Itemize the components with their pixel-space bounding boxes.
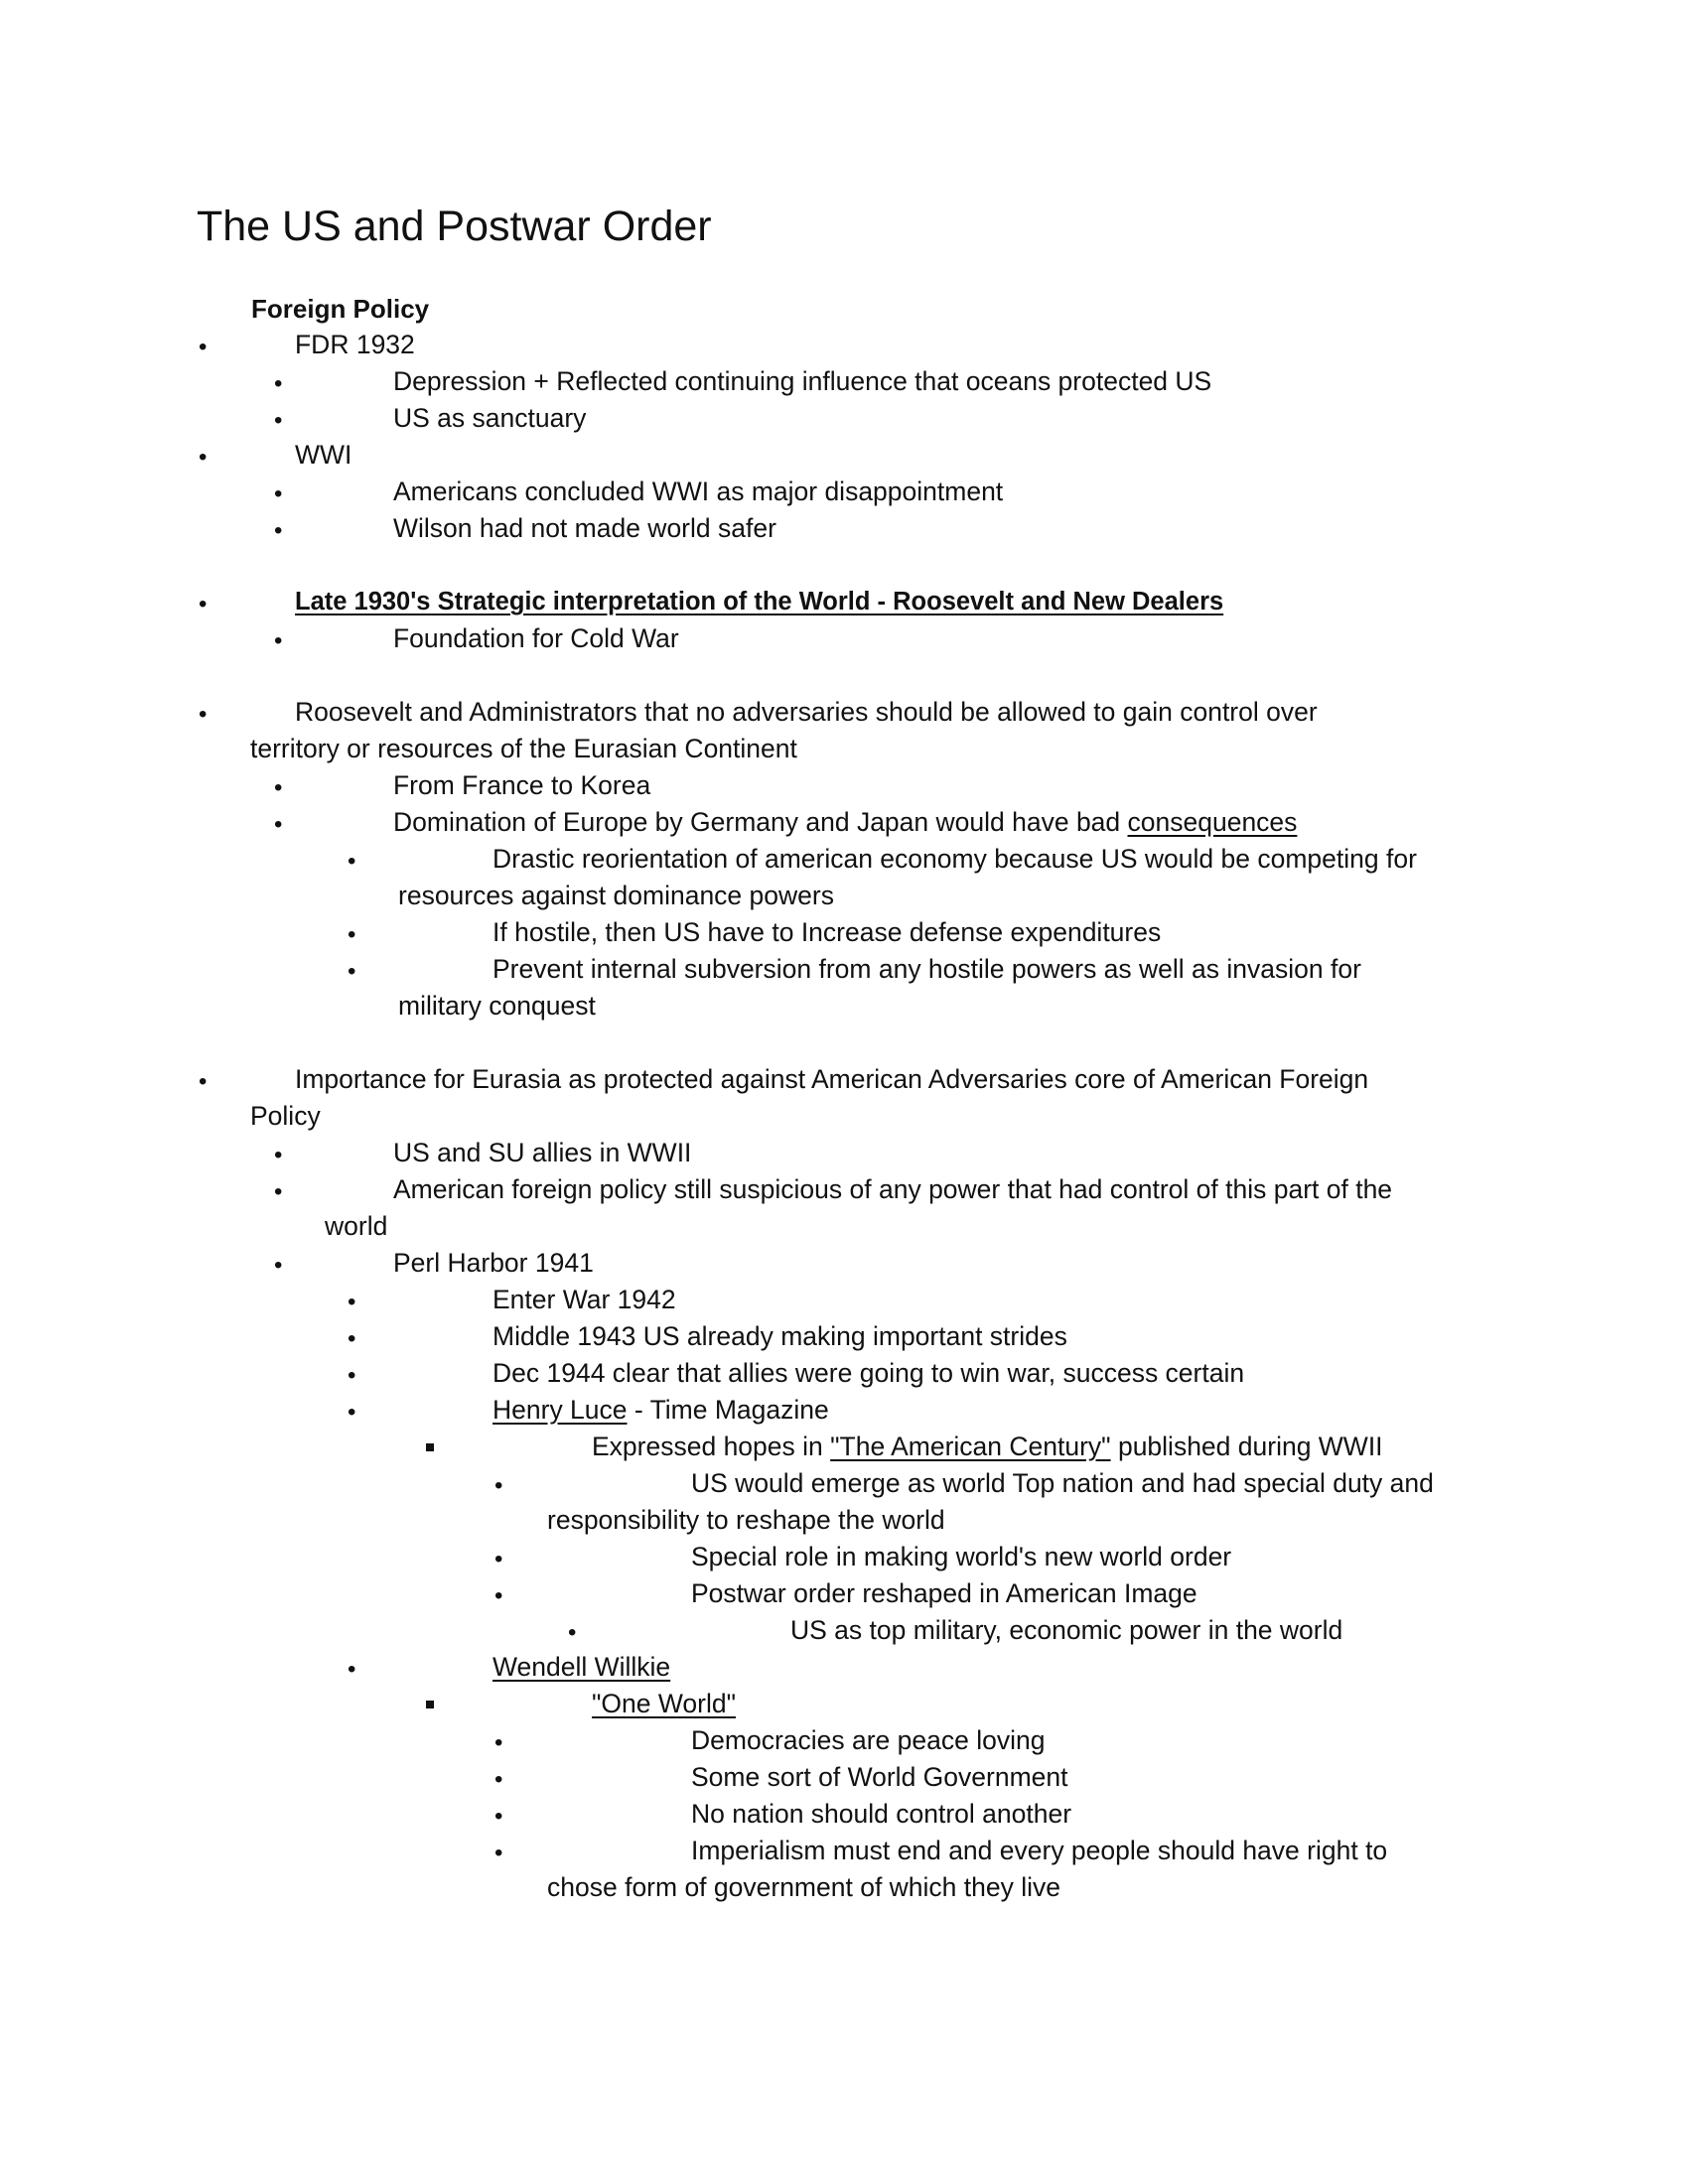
bullet-icon: • bbox=[274, 407, 283, 434]
list-item: WWI bbox=[295, 440, 352, 470]
bullet-icon: • bbox=[348, 1656, 356, 1683]
bullet-icon: • bbox=[274, 1252, 283, 1279]
square-bullet-icon bbox=[426, 1701, 434, 1708]
bullet-icon: • bbox=[199, 591, 208, 617]
list-item: US would emerge as world Top nation and had special duty and bbox=[691, 1468, 1434, 1498]
list-item bbox=[393, 804, 1297, 841]
list-item bbox=[492, 1392, 829, 1429]
list-item: American foreign policy still suspicious of any power that had control of this part of the bbox=[393, 1174, 1393, 1204]
bullet-icon: • bbox=[274, 370, 283, 397]
list-item: Americans concluded WWI as major disappointment bbox=[393, 477, 1004, 506]
list-item: If hostile, then US have to Increase defense expenditures bbox=[492, 917, 1162, 947]
bullet-icon: • bbox=[199, 1068, 208, 1095]
list-item: US and SU allies in WWII bbox=[393, 1138, 692, 1167]
bullet-icon: • bbox=[274, 811, 283, 838]
list-item: Foundation for Cold War bbox=[393, 623, 679, 653]
list-item-text: Domination of Europe by Germany and Japan would have bad bbox=[393, 807, 1128, 837]
list-item-continuation: military conquest bbox=[398, 991, 596, 1021]
list-item: Late 1930's Strategic interpretation of the World - Roosevelt and New Dealers bbox=[295, 588, 1224, 615]
bullet-icon: • bbox=[494, 1582, 503, 1609]
bullet-icon: • bbox=[274, 517, 283, 544]
list-item: Depression + Reflected continuing influence that oceans protected US bbox=[393, 366, 1212, 396]
bullet-icon: • bbox=[348, 921, 356, 948]
bullet-icon: • bbox=[199, 701, 208, 728]
list-item: Wilson had not made world safer bbox=[393, 513, 776, 543]
list-item-continuation: Policy bbox=[250, 1101, 321, 1131]
list-item: "One World" bbox=[592, 1689, 736, 1718]
list-item: Perl Harbor 1941 bbox=[393, 1248, 594, 1278]
underlined-title: "The American Century" bbox=[830, 1432, 1111, 1461]
bullet-icon: • bbox=[348, 1399, 356, 1426]
bullet-icon: • bbox=[494, 1472, 503, 1499]
bullet-icon: • bbox=[348, 1289, 356, 1315]
bullet-icon: • bbox=[494, 1840, 503, 1866]
bullet-icon: • bbox=[494, 1766, 503, 1793]
list-item: Middle 1943 US already making important strides bbox=[492, 1321, 1067, 1351]
bullet-icon: • bbox=[348, 1362, 356, 1389]
list-item: No nation should control another bbox=[691, 1799, 1072, 1829]
list-item: Prevent internal subversion from any hostile powers as well as invasion for bbox=[492, 954, 1361, 984]
list-item: Enter War 1942 bbox=[492, 1285, 676, 1314]
bullet-icon: • bbox=[199, 444, 208, 471]
list-item bbox=[592, 1429, 1383, 1465]
list-item: Democracies are peace loving bbox=[691, 1725, 1046, 1755]
list-item: Drastic reorientation of american economy because US would be competing for bbox=[492, 844, 1417, 874]
list-item-continuation: world bbox=[325, 1211, 388, 1241]
bullet-icon: • bbox=[494, 1803, 503, 1830]
list-item-continuation: chose form of government of which they live bbox=[547, 1872, 1060, 1902]
bullet-icon: • bbox=[348, 958, 356, 985]
bullet-icon: • bbox=[494, 1546, 503, 1572]
bullet-icon: • bbox=[348, 1325, 356, 1352]
bullet-icon: • bbox=[274, 1142, 283, 1168]
list-item-text: published during WWII bbox=[1110, 1432, 1383, 1461]
underlined-name: Henry Luce bbox=[492, 1395, 628, 1425]
list-item: Postwar order reshaped in American Image bbox=[691, 1578, 1197, 1608]
bullet-icon: • bbox=[274, 774, 283, 801]
bullet-icon: • bbox=[274, 627, 283, 654]
list-item-text: - Time Magazine bbox=[627, 1395, 829, 1425]
bullet-icon: • bbox=[348, 848, 356, 875]
list-item: Imperialism must end and every people should have right to bbox=[691, 1836, 1388, 1865]
list-item-continuation: resources against dominance powers bbox=[398, 881, 834, 910]
list-item-continuation: responsibility to reshape the world bbox=[547, 1505, 945, 1535]
list-item: From France to Korea bbox=[393, 770, 651, 800]
list-item: US as sanctuary bbox=[393, 403, 587, 433]
list-item-continuation: territory or resources of the Eurasian Continent bbox=[250, 734, 797, 763]
bullet-icon: • bbox=[274, 1178, 283, 1205]
list-item: FDR 1932 bbox=[295, 330, 415, 359]
list-item: Dec 1944 clear that allies were going to win war, success certain bbox=[492, 1358, 1245, 1388]
bullet-icon: • bbox=[199, 334, 208, 360]
list-item: US as top military, economic power in the world bbox=[790, 1615, 1343, 1645]
bullet-icon: • bbox=[568, 1619, 577, 1646]
square-bullet-icon bbox=[426, 1443, 434, 1451]
list-item: Roosevelt and Administrators that no adversaries should be allowed to gain control over bbox=[295, 697, 1318, 727]
list-item: Special role in making world's new world order bbox=[691, 1542, 1232, 1571]
list-item-text: Expressed hopes in bbox=[592, 1432, 831, 1461]
section-heading: Foreign Policy bbox=[251, 294, 430, 324]
bullet-icon: • bbox=[274, 480, 283, 507]
underlined-term: consequences bbox=[1127, 807, 1298, 837]
bullet-icon: • bbox=[494, 1729, 503, 1756]
list-item: Wendell Willkie bbox=[492, 1652, 671, 1682]
list-item: Some sort of World Government bbox=[691, 1762, 1068, 1792]
page-title: The US and Postwar Order bbox=[197, 203, 712, 250]
list-item: Importance for Eurasia as protected against American Adversaries core of American Foreign bbox=[295, 1064, 1369, 1094]
